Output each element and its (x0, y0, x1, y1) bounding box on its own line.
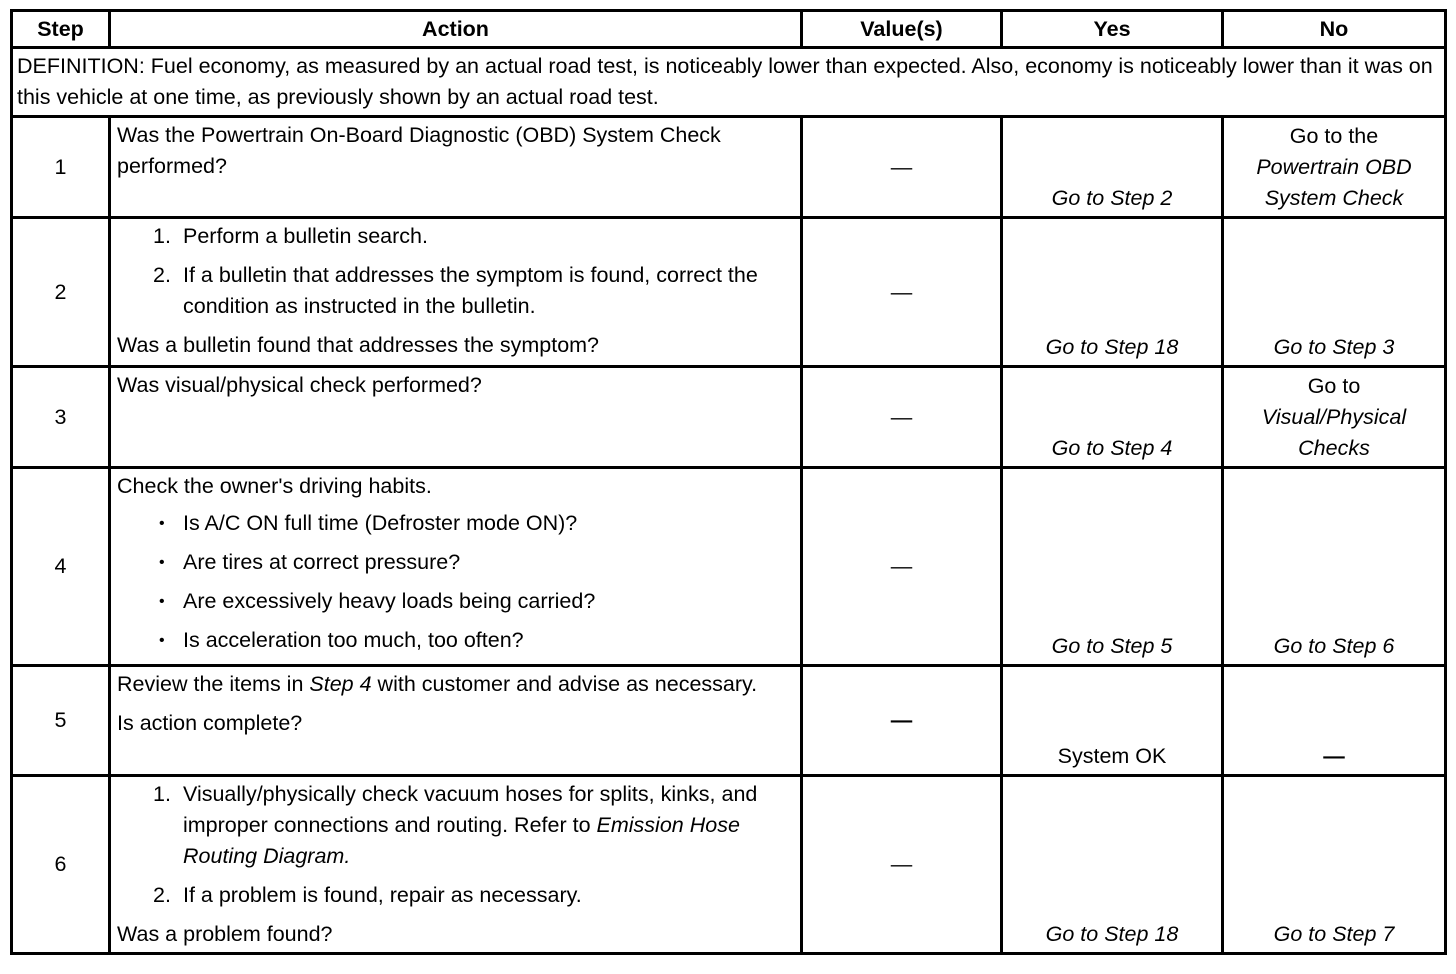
table-row (12, 468, 1446, 666)
action-cell (110, 468, 802, 666)
no-cell: Go to Step 7 (1223, 776, 1446, 954)
table-row (12, 776, 1446, 954)
list-item: • Are tires at correct pressure? (159, 547, 794, 578)
definition-row (12, 48, 1446, 117)
list-item: • Are excessively heavy loads being carried? (159, 586, 794, 617)
action-cell (110, 367, 802, 468)
action-pre: Review the items in (117, 672, 310, 696)
yes-cell: Go to Step 4 (1002, 367, 1223, 468)
step-number: 3 (12, 367, 110, 468)
item-text: If a problem is found, repair as necessary. (183, 883, 582, 907)
value-cell (802, 666, 1002, 776)
diagram-reference: Emission Hose Routing Diagram. (183, 813, 740, 868)
no-cell (1223, 117, 1446, 218)
definition-text: DEFINITION: Fuel economy, as measured by an actual road test, is noticeably lower than expected. Also, economy is noticeably lower than it was on this vehicle at one time, as previously shown by an actual road test. (12, 48, 1446, 117)
value-cell (802, 367, 1002, 468)
yes-cell: Go to Step 5 (1002, 468, 1223, 666)
no-cell: Go to Step 3 (1223, 218, 1446, 367)
bullet-list (117, 508, 794, 656)
value-dash: — (890, 404, 913, 429)
value-dash: — (890, 279, 913, 304)
value-cell (802, 468, 1002, 666)
table-row (12, 367, 1446, 468)
table-row (12, 117, 1446, 218)
question-text: Is action complete? (117, 711, 303, 735)
item-number: 2. (153, 263, 171, 287)
diagnostic-table (10, 9, 1447, 955)
header-step: Step (12, 11, 110, 48)
step-number: 1 (12, 117, 110, 218)
no-line2: Powertrain OBD System Check (1256, 155, 1412, 210)
question-text: Was a bulletin found that addresses the symptom? (117, 333, 600, 357)
question-text: Was a problem found? (117, 922, 333, 946)
table-row (12, 666, 1446, 776)
action-text: Was the Powertrain On-Board Diagnostic (OBD) System Check performed? (117, 123, 721, 178)
value-dash: — (890, 708, 913, 732)
numbered-list (117, 221, 794, 322)
numbered-list (117, 779, 794, 911)
list-item: • Is acceleration too much, too often? (159, 625, 794, 656)
list-item (153, 221, 794, 252)
table-row (12, 218, 1446, 367)
header-yes: Yes (1002, 11, 1223, 48)
action-cell (110, 776, 802, 954)
value-cell (802, 776, 1002, 954)
list-item: • Is A/C ON full time (Defroster mode ON)? (159, 508, 794, 539)
value-cell (802, 117, 1002, 218)
item-text: Visually/physically check vacuum hoses for splits, kinks, and improper connections and routing. Refer to (183, 782, 758, 837)
action-cell (110, 117, 802, 218)
list-item (153, 779, 794, 872)
yes-cell: System OK (1002, 666, 1223, 776)
no-cell: Go to Step 6 (1223, 468, 1446, 666)
header-row (12, 11, 1446, 48)
yes-cell: Go to Step 2 (1002, 117, 1223, 218)
item-number: 2. (153, 883, 171, 907)
value-cell (802, 218, 1002, 367)
action-text: Check the owner's driving habits. (117, 474, 432, 498)
header-no: No (1223, 11, 1446, 48)
item-number: 1. (153, 782, 171, 806)
list-item (153, 880, 794, 911)
action-text: Was visual/physical check performed? (117, 373, 482, 397)
action-post: with customer and advise as necessary. (371, 672, 758, 696)
header-values: Value(s) (802, 11, 1002, 48)
value-dash: — (890, 154, 913, 179)
action-cell (110, 218, 802, 367)
item-text: If a bulletin that addresses the symptom is found, correct the condition as instructed in the bulletin. (183, 263, 758, 318)
no-line1: Go to the (1289, 124, 1379, 148)
list-item (153, 260, 794, 322)
action-cell (110, 666, 802, 776)
item-text: Perform a bulletin search. (183, 224, 428, 248)
step-number: 2 (12, 218, 110, 367)
yes-cell: Go to Step 18 (1002, 776, 1223, 954)
action-text (117, 669, 794, 700)
step-reference: Step 4 (309, 672, 372, 696)
no-cell (1223, 367, 1446, 468)
no-line2: Visual/Physical Checks (1261, 405, 1407, 460)
value-dash: — (890, 554, 913, 578)
step-number: 5 (12, 666, 110, 776)
no-dash: — (1323, 744, 1345, 768)
no-cell (1223, 666, 1446, 776)
value-dash: — (890, 852, 913, 876)
step-number: 6 (12, 776, 110, 954)
no-line1: Go to (1307, 374, 1361, 398)
header-action: Action (110, 11, 802, 48)
item-number: 1. (153, 224, 171, 248)
step-number: 4 (12, 468, 110, 666)
yes-cell: Go to Step 18 (1002, 218, 1223, 367)
